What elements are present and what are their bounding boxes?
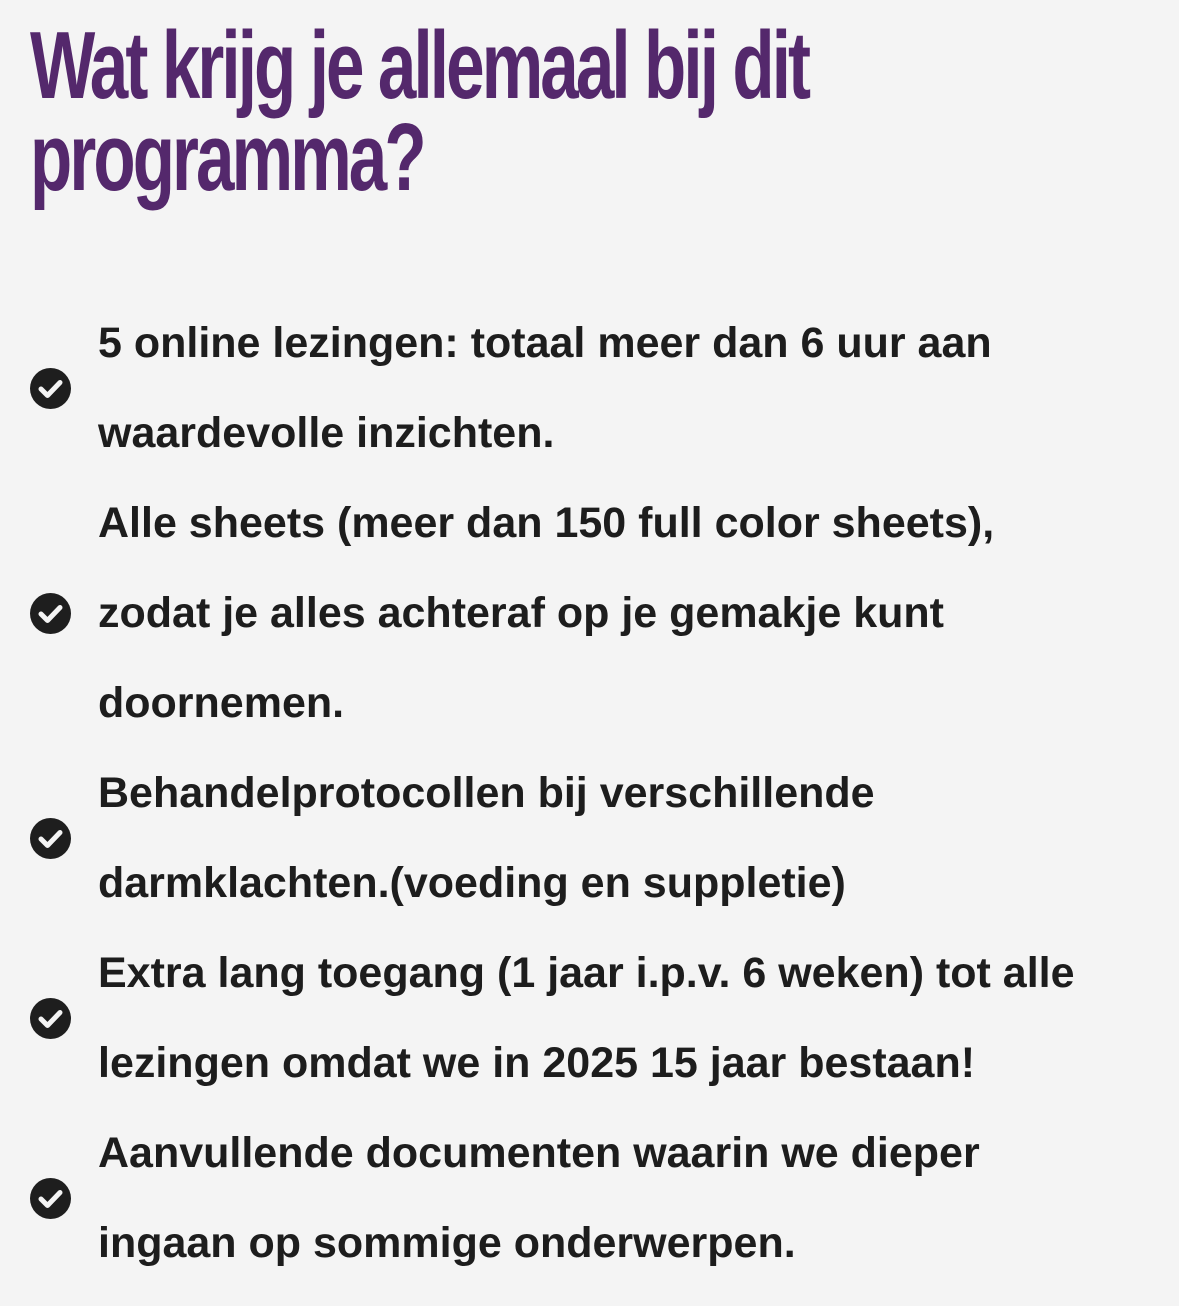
list-item-text-line: Aanvullende documenten waarin we dieper [98,1129,980,1177]
check-circle-icon [30,1178,71,1219]
list-item-text-line: Extra lang toegang (1 jaar i.p.v. 6 weken) tot alle [98,949,1075,997]
check-circle-icon [30,998,71,1039]
list-item-text-line: lezingen omdat we in 2025 15 jaar bestaan! [98,1039,976,1087]
page-title-line-2: programma? [30,104,424,211]
list-item-text [98,298,1158,478]
list-item [0,298,1179,478]
benefits-list [0,298,1179,1288]
page-title-line-1: Wat krijg je allemaal bij dit [30,12,809,119]
list-item [0,1108,1179,1288]
list-item-text [98,478,1158,748]
list-item-text-line: doornemen. [98,679,345,727]
check-circle-icon [30,593,71,634]
list-item-text-line: zodat je alles achteraf op je gemakje kunt [98,589,944,637]
list-item-text [98,928,1158,1108]
list-item-text [98,1108,1158,1288]
list-item-text-line: Behandelprotocollen bij verschillende [98,769,875,817]
list-item [0,748,1179,928]
list-item-text [98,748,1158,928]
list-item-text-line: ingaan op sommige onderwerpen. [98,1219,796,1267]
page-title [30,12,822,211]
list-item-text-line: 5 online lezingen: totaal meer dan 6 uur aan [98,319,992,367]
list-item [0,928,1179,1108]
list-item-text-line: darmklachten.(voeding en suppletie) [98,859,846,907]
check-circle-icon [30,818,71,859]
list-item [0,478,1179,748]
list-item-text-line: Alle sheets (meer dan 150 full color sheets), [98,499,995,547]
check-circle-icon [30,368,71,409]
list-item-text-line: waardevolle inzichten. [98,409,555,457]
